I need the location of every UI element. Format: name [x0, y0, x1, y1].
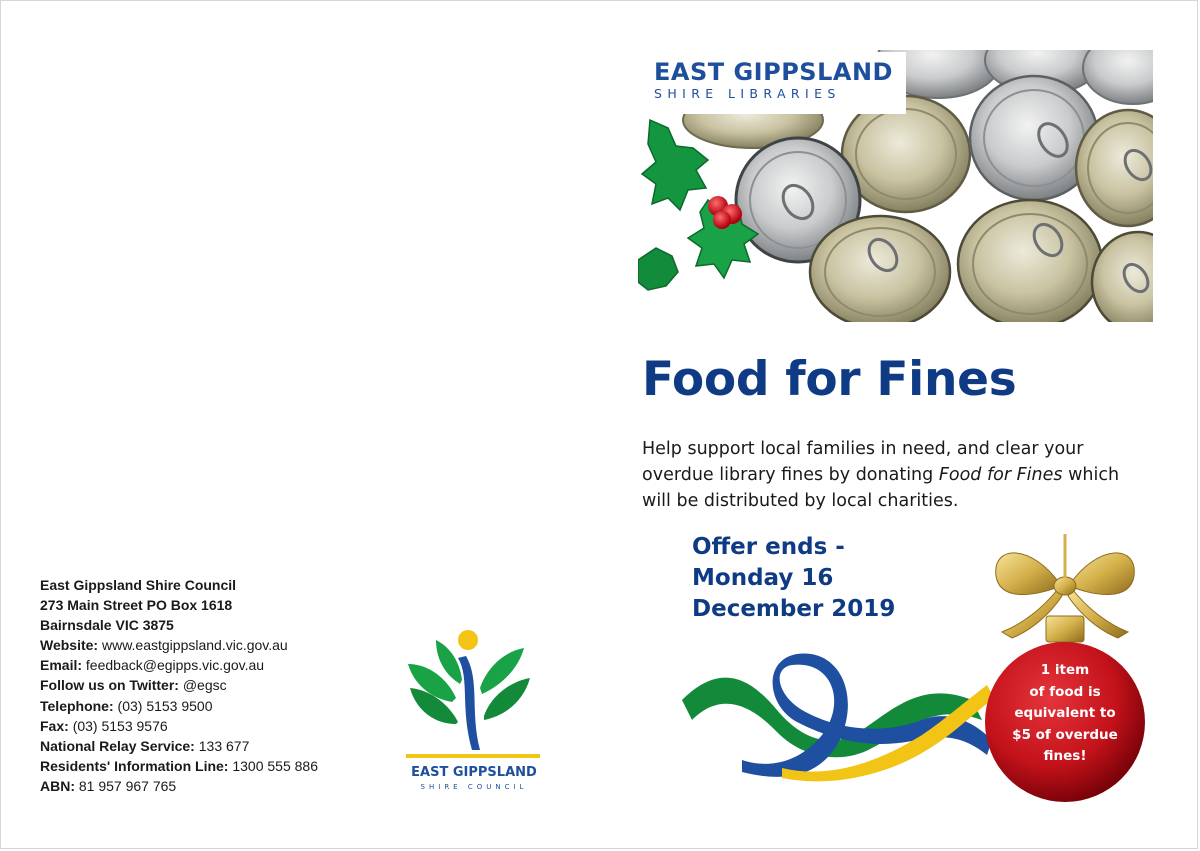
abn-label: ABN:: [40, 777, 75, 794]
email-label: Email:: [40, 657, 83, 674]
bauble-line: $5 of overdue: [1012, 726, 1118, 743]
intro-paragraph: [642, 436, 1142, 514]
brand-title: EAST GIPPSLAND: [654, 58, 893, 86]
council-subtitle: SHIRE COUNCIL: [420, 783, 528, 791]
relay-label: National Relay Service:: [40, 737, 195, 754]
bauble-line: of food is: [1029, 683, 1101, 700]
relay-value: 133 677: [198, 737, 250, 754]
contact-details: [40, 575, 318, 796]
ribbon-decoration: [682, 640, 1002, 790]
bauble-line: equivalent to: [1014, 705, 1116, 721]
website-link[interactable]: www.eastgippsland.vic.gov.au: [101, 637, 288, 654]
fax-label: Fax:: [40, 717, 69, 734]
offer-line: December 2019: [692, 596, 896, 622]
bauble-line: fines!: [1043, 748, 1087, 764]
website-label: Website:: [40, 637, 99, 654]
twitter-handle[interactable]: @egsc: [182, 677, 227, 694]
intro-text-2: which will be distributed by local charities.: [642, 465, 1120, 511]
telephone-value: (03) 5153 9500: [117, 697, 213, 714]
town-address: Bairnsdale VIC 3875: [40, 617, 174, 634]
intro-text-1: Help support local families in need, and clear your overdue library fines by donating: [642, 439, 1084, 485]
telephone-label: Telephone:: [40, 697, 114, 714]
council-name: EAST GIPPSLAND: [411, 765, 537, 780]
offer-line: Monday 16: [692, 565, 834, 591]
fax-value: (03) 5153 9576: [72, 717, 168, 734]
intro-emphasis: Food for Fines: [938, 465, 1063, 485]
org-name: East Gippsland Shire Council: [40, 577, 237, 593]
brand-subtitle: SHIRE LIBRARIES: [654, 86, 841, 101]
abn-value: 81 957 967 765: [78, 777, 177, 794]
bauble-message: [990, 660, 1140, 768]
bauble-line: 1 item: [1040, 662, 1090, 678]
residents-label: Residents' Information Line:: [40, 757, 229, 774]
offer-deadline: [692, 532, 895, 625]
council-logo-icon: [400, 628, 550, 764]
residents-value: 1300 555 886: [232, 757, 318, 774]
twitter-label: Follow us on Twitter:: [40, 677, 179, 694]
page-title: Food for Fines: [642, 352, 1017, 407]
library-brand: [644, 52, 906, 114]
offer-line: Offer ends -: [692, 534, 845, 560]
street-address: 273 Main Street PO Box 1618: [40, 597, 233, 614]
email-link[interactable]: feedback@egipps.vic.gov.au: [85, 657, 265, 674]
